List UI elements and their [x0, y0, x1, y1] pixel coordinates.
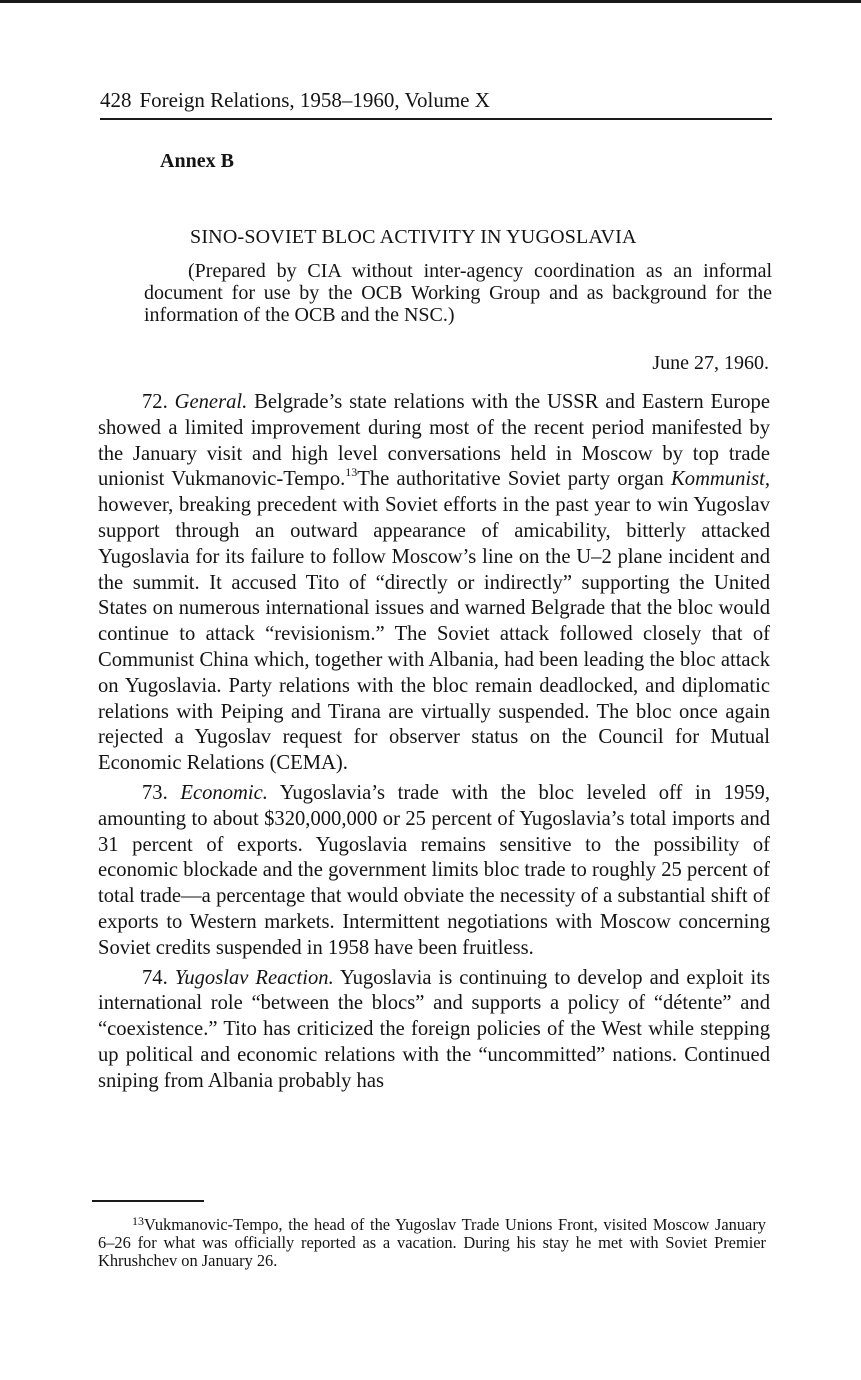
page-number: 428: [100, 88, 132, 112]
paragraph-73: [98, 781, 770, 962]
footnote-text: Vukmanovic-Tempo, the head of the Yugoslav Trade Unions Front, visited Moscow January 6–26 for what was officially reported as a vacation. During his stay he met with Soviet Premier Khrushchev on January 26.: [98, 1215, 766, 1270]
body-text: [98, 390, 770, 1099]
footnote-rule: [92, 1200, 204, 1202]
paragraph-text: Belgrade’s state relations with the USSR and Eastern Europe showed a limited improvement during most of the recent period manifested by the January visit and high level conversations held in Moscow by top trade unionist Vukmanovic-Tempo.: [98, 391, 770, 491]
prepared-note: (Prepared by CIA without inter-agency coordination as an informal document for use by the OCB Working Group and as background for the information of the OCB and the NSC.): [144, 260, 772, 326]
paragraph-72: [98, 390, 770, 777]
paragraph-text: however, breaking precedent with Soviet efforts in the past year to win Yugoslav support through an outward appearance of amicability, bitterly attacked Yugoslavia for its failure to follow Moscow’s line on the U–2 plane incident and the summit. It accused Tito of “directly or indirectly” supporting the United States on numerous international issues and warned Belgrade that the bloc would continue to attack “revisionism.” The Soviet attack followed closely that of Communist China which, together with Albania, had been leading the bloc attack on Yugoslavia. Party relations with the bloc remain deadlocked, and diplomatic relations with Peiping and Tirana are virtually suspended. The bloc once again rejected a Yugoslav request for observer status on the Council for Mutual Economic Relations (CEMA).: [98, 494, 770, 775]
document-title: SINO-SOVIET BLOC ACTIVITY IN YUGOSLAVIA: [190, 226, 637, 248]
footnote-number: 13: [132, 1214, 144, 1228]
paragraph-text: The authoritative Soviet party organ: [357, 468, 672, 491]
document-date: June 27, 1960.: [652, 352, 769, 374]
paragraph-label: Yugoslav Reaction.: [174, 966, 334, 989]
paragraph-number: 72.: [142, 391, 168, 413]
paragraph-number: 74.: [142, 966, 168, 989]
paragraph-74: [98, 966, 770, 1095]
paragraph-label: Economic.: [180, 781, 268, 804]
annex-heading: Annex B: [160, 150, 234, 172]
running-header: [100, 88, 770, 118]
paragraph-text: Yugoslavia is continuing to develop and exploit its international role “between the blocs” and supports a policy of “détente” and “coexistence.” Tito has criticized the foreign policies of the West while stepping up political and economic relations with the “uncommitted” nations. Continued sniping from Albania probably has: [98, 966, 770, 1092]
running-title: Foreign Relations, 1958–1960, Volume X: [139, 88, 490, 112]
paragraph-text: Yugoslavia’s trade with the bloc leveled off in 1959, amounting to about $320,000,000 or 25 percent of Yugoslavia’s total imports and 31 percent of exports. Yugoslavia remains sensitive to the possibility of economic blockade and the government limits bloc trade to roughly 25 percent of total trade—a percentage that would obviate the necessity of a substantial shift of exports to Western markets. Intermittent negotiations with Moscow concerning Soviet credits suspended in 1958 have been fruitless.: [98, 781, 770, 959]
italic-publication-name: Kommunist,: [671, 468, 771, 491]
page-top-edge: [0, 0, 861, 3]
footnote-13: [98, 1216, 766, 1270]
paragraph-label: General.: [174, 391, 248, 413]
header-rule: [100, 118, 772, 120]
paragraph-number: 73.: [142, 781, 168, 804]
footnote-ref: 13: [345, 465, 358, 480]
